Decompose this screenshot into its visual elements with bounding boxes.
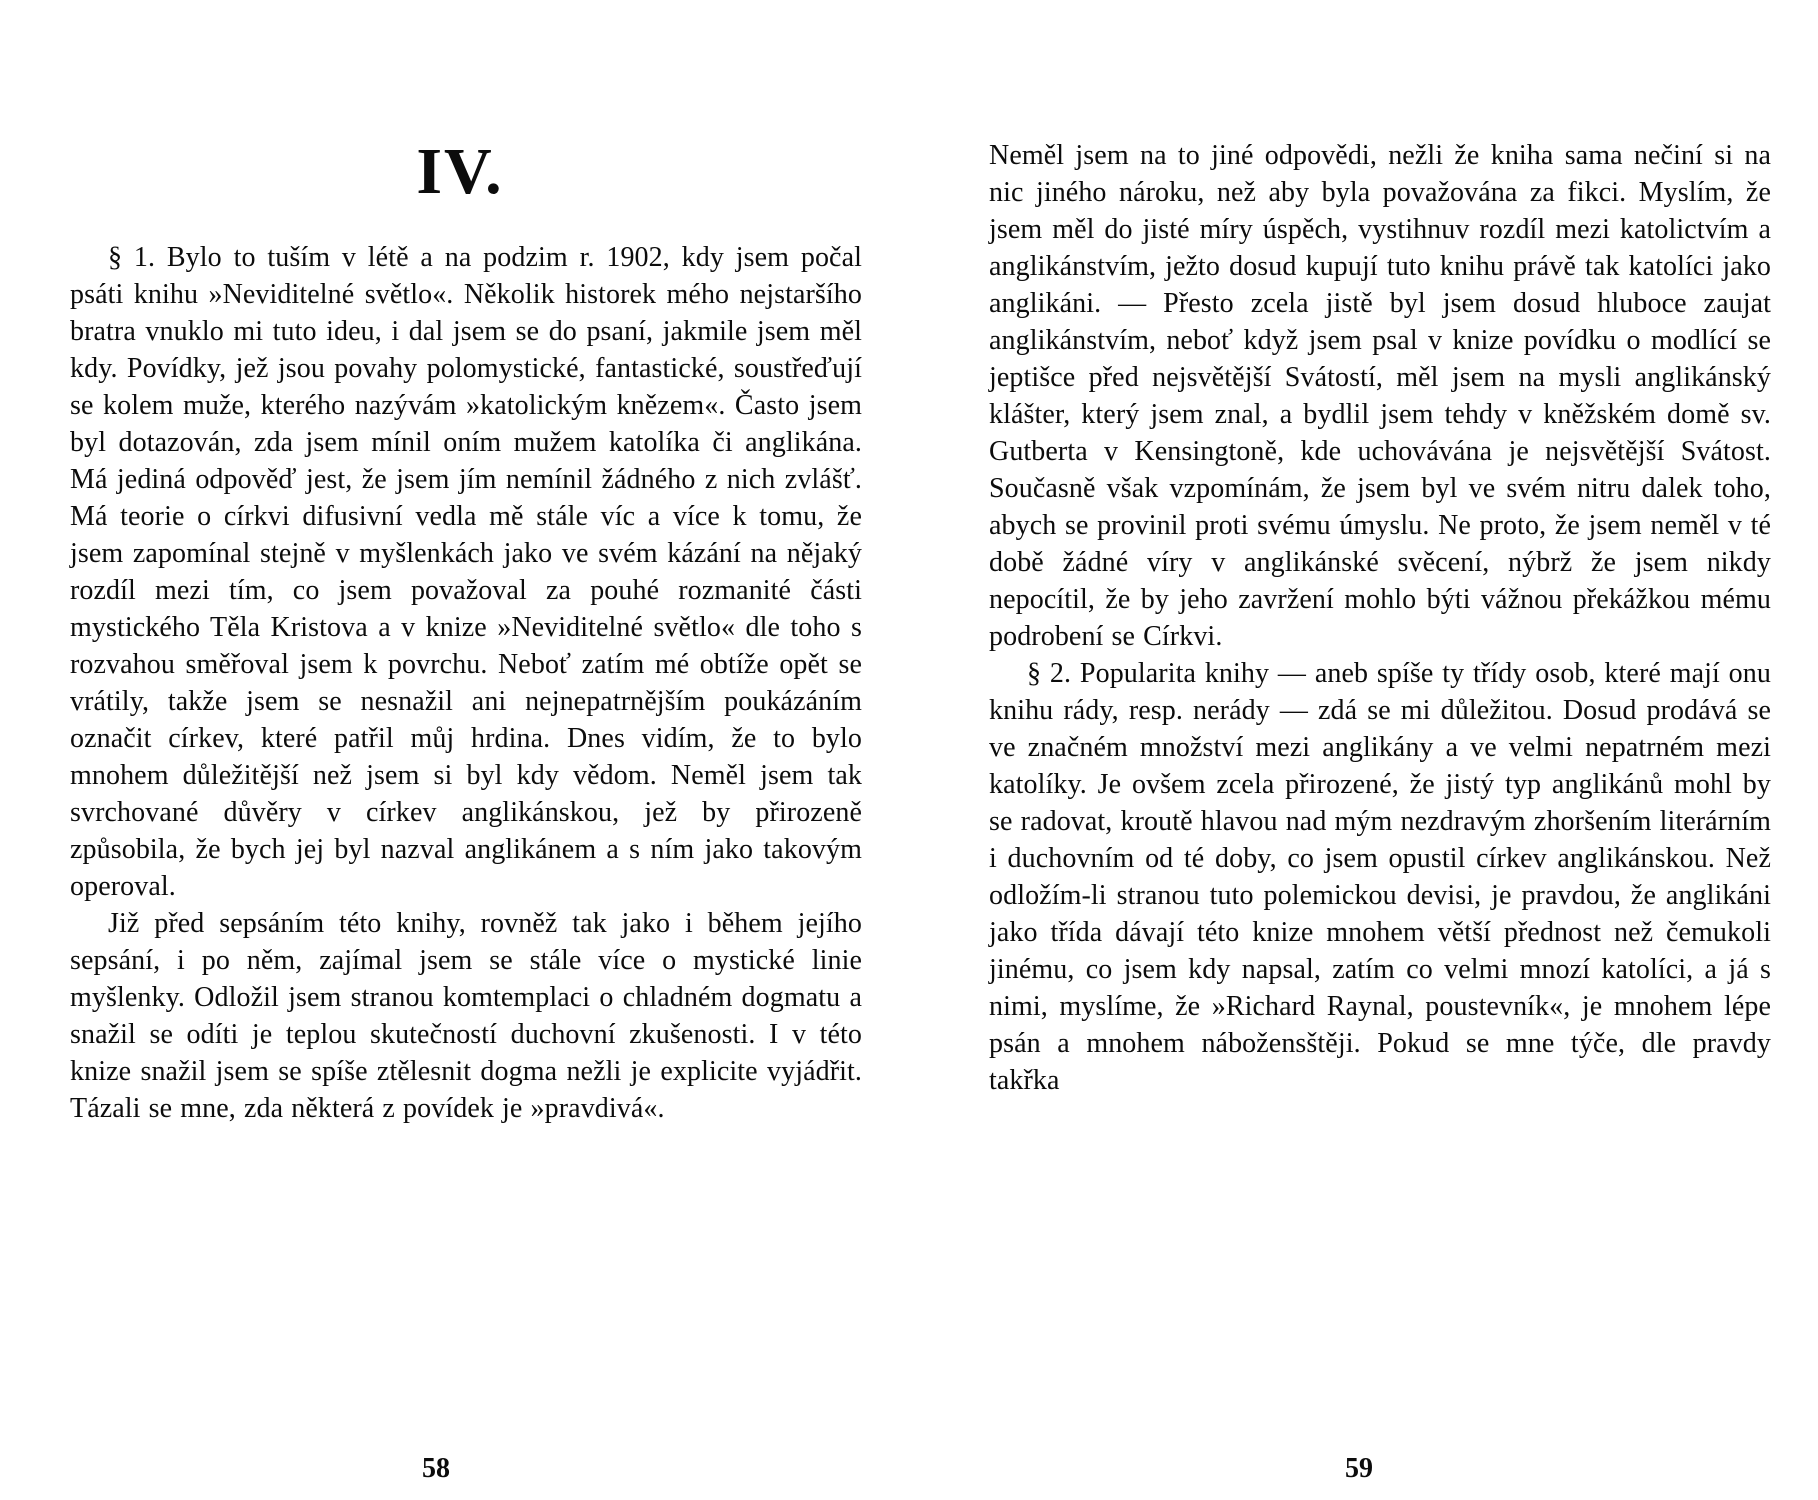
page-number-right: 59 — [1345, 1453, 1373, 1484]
paragraph-section-2: § 2. Popularita knihy — aneb spíše ty třídy osob, které mají onu knihu rády, resp. nerády — zdá se mi důležitou. Dosud prodává se ve značném množství mezi anglikány a ve velmi nepatrném mezi katolíky. Je ovšem zcela přirozené, že jistý typ anglikánů mohl by se radovat, kroutě hlavou nad mým nezdravým zhoršením literárním i duchovním od té doby, co jsem opustil církev anglikánskou. Než odložím-li stranou tuto polemickou devisi, je pravdou, že anglikáni jako třída dávají této knize mnohem větší přednost než čemukoli jinému, co jsem kdy napsal, zatím co velmi mnozí katolíci, a já s nimi, myslíme, že »Richard Raynal, poustevník«, je mnohem lépe psán a mnohem nábožensštěji. Pokud se mne týče, dle pravdy takřka — [989, 658, 1771, 1096]
right-page-text — [989, 137, 1771, 1099]
right-page — [909, 0, 1818, 1500]
chapter-heading: IV. — [416, 135, 504, 208]
page-number-left: 58 — [422, 1453, 450, 1484]
paragraph-continued: Neměl jsem na to jiné odpovědi, nežli že kniha sama nečiní si na nic jiného nároku, než aby byla považována za fikci. Myslím, že jsem měl do jisté míry úspěch, vystihnuv rozdíl mezi katolictvím a anglikánstvím, ježto dosud kupují tuto knihu právě tak katolíci jako anglikáni. — Přesto zcela jistě byl jsem dosud hluboce zaujat anglikánstvím, neboť když jsem psal v knize povídku o modlící se jeptišce před nejsvětější Svátostí, měl jsem na mysli anglikánský klášter, který jsem znal, a bydlil jsem tehdy v kněžském domě sv. Gutberta v Kensingtoně, kde uchovávána je nejsvětější Svátost. Současně však vzpomínám, že jsem byl ve svém nitru dalek toho, abych se provinil proti svému úmyslu. Ne proto, že jsem neměl v té době žádné víry v anglikánské svěcení, nýbrž že jsem nikdy nepocítil, že by jeho zavržení mohlo býti vážnou překážkou mému podrobení se Církvi. — [989, 140, 1771, 652]
paragraph: Již před sepsáním této knihy, rovněž tak jako i během jejího sepsání, i po něm, zajímal jsem se stále více o mystické linie myšlenky. Odložil jsem stranou komtemplaci o chladném dogmatu a snažil se odíti je teplou skutečností duchovní zkušenosti. I v této knize snažil jsem se spíše ztělesnit dogma nežli je explicite vyjádřit. Tázali se mne, zda některá z povídek je »pravdivá«. — [70, 908, 862, 1124]
paragraph-section-1: § 1. Bylo to tuším v létě a na podzim r. 1902, kdy jsem počal psáti knihu »Neviditelné světlo«. Několik historek mého nejstaršího bratra vnuklo mi tuto ideu, i dal jsem se do psaní, jakmile jsem měl kdy. Povídky, jež jsou povahy polomystické, fantastické, soustřeďují se kolem muže, kterého nazývám »katolickým knězem«. Často jsem byl dotazován, zda jsem mínil oním mužem katolíka či anglikána. Má jediná odpověď jest, že jsem jím nemínil žádného z nich zvlášť. Má teorie o církvi difusivní vedla mě stále víc a více k tomu, že jsem zapomínal stejně v myšlenkách jako ve svém kázání na nějaký rozdíl mezi tím, co jsem považoval za pouhé rozmanité části mystického Těla Kristova a v knize »Neviditelné světlo« dle toho s rozvahou směřoval jsem k povrchu. Neboť zatím mé obtíže opět se vrátily, takže jsem se nesnažil ani nejnepatrnějším poukázáním označit církev, které patřil můj hrdina. Dnes vidím, že to bylo mnohem důležitější než jsem si byl kdy vědom. Neměl jsem tak svrchované důvěry v církev anglikánskou, jež by přirozeně způsobila, že bych jej byl nazval anglikánem a s ním jako takovým operoval. — [70, 242, 862, 902]
left-page-text — [70, 239, 862, 1127]
